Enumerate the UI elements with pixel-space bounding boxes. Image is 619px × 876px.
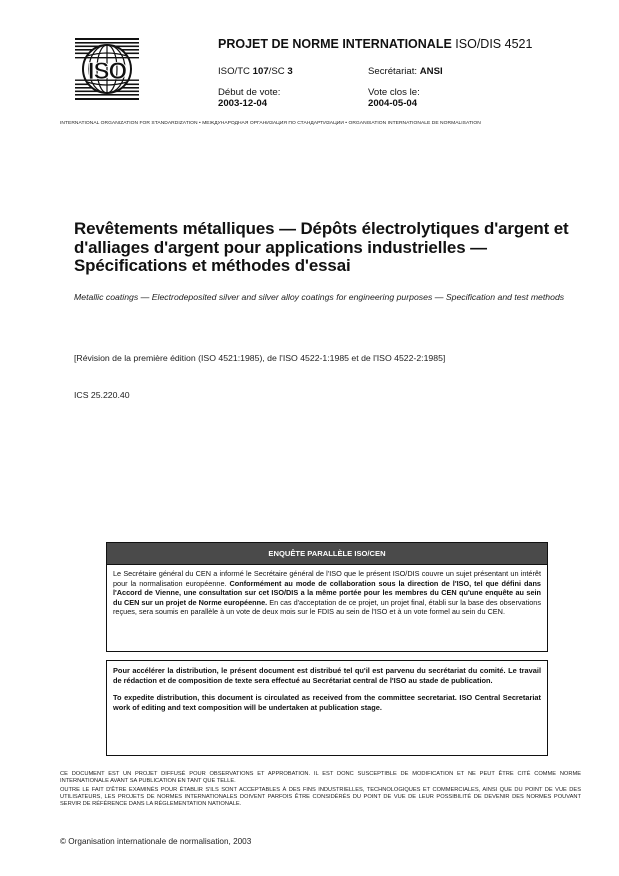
draft-disclaimer xyxy=(60,771,581,810)
committee-mid: /SC xyxy=(268,66,288,77)
doc-number: ISO/DIS 4521 xyxy=(455,37,533,51)
vote-start-label: Début de vote: xyxy=(218,87,281,98)
secretariat-value: ANSI xyxy=(419,66,443,77)
organization-names-line: INTERNATIONAL ORGANIZATION FOR STANDARDIZATION • МЕЖДУНАРОДНАЯ ОРГАНИЗАЦИЯ ПО СТАНДАРТИЗАЦИИ • ORGANISATION INTERNATIONALE DE NORMALISATION xyxy=(60,121,481,126)
parallel-enquiry-text xyxy=(107,565,547,617)
vote-start-value: 2003-12-04 xyxy=(218,98,268,109)
parallel-enquiry-heading: ENQUÊTE PARALLÈLE ISO/CEN xyxy=(107,543,547,565)
committee-ref xyxy=(218,66,293,77)
vote-start xyxy=(218,87,280,109)
enquiry-text-outro: En cas d'acceptation de ce projet, un projet final, établi sur la base des observations reçues, sera soumis en parallèle à un vote de deux mois sur le FDIS au sein de l'ISO et à un vote formel au sein du CEN. xyxy=(113,597,541,616)
document-title-fr: Revêtements métalliques — Dépôts électrolytiques d'argent et d'alliages d'argent pour applications industrielles — Spécifications et méthodes d'essai xyxy=(74,219,569,275)
secretariat xyxy=(368,66,443,77)
distribution-notice-box xyxy=(106,660,548,756)
distribution-notice-fr: Pour accélérer la distribution, le présent document est distribué tel qu'il est parvenu du secrétariat du comité. Le travail de rédaction et de composition de texte sera effectué au Secrétariat central de l'ISO au stade de publication. xyxy=(113,666,541,685)
enquiry-text-intro: Le Secrétaire général du CEN a informé le Secrétaire général de l'ISO que le présent ISO/DIS couvre un sujet présentant un intérêt pour la normalisation européenne. xyxy=(113,569,541,588)
ics-code: ICS 25.220.40 xyxy=(74,390,130,400)
vote-end xyxy=(368,87,420,109)
committee-sc: 3 xyxy=(287,66,293,77)
vote-end-label: Vote clos le: xyxy=(368,87,420,98)
document-title-en: Metallic coatings — Electrodeposited silver and silver alloy coatings for engineering purposes — Specification and test methods xyxy=(74,292,565,302)
distribution-notice-en: To expedite distribution, this document is circulated as received from the committee secretariat. ISO Central Secretariat work of editing and text composition will be undertaken at publication stage. xyxy=(113,693,541,712)
vote-end-value: 2004-05-04 xyxy=(368,98,418,109)
enquiry-text-bold: Conformément au mode de collaboration sous la direction de l'ISO, tel que défini dans l'Accord de Vienne, une consultation sur cet ISO/DIS a la même portée pour les membres du CEN qu'une enquête au sein du CEN sur un projet de Norme européenne. xyxy=(113,578,541,607)
document-type-heading xyxy=(218,37,532,51)
revision-note: [Révision de la première édition (ISO 4521:1985), de l'ISO 4522-1:1985 et de l'ISO 4522-2:1985] xyxy=(74,353,446,363)
secretariat-label: Secrétariat: xyxy=(368,66,420,77)
disclaimer-paragraph-2: OUTRE LE FAIT D'ÊTRE EXAMINÉS POUR ÉTABLIR S'ILS SONT ACCEPTABLES À DES FINS INDUSTRIELLES, TECHNOLOGIQUES ET COMMERCIALES, AINSI QUE DU POINT DE VUE DES UTILISATEURS, LES PROJETS DE NORMES INTERNATIONALES DOIVENT PARFOIS ÊTRE CONSIDÉRÉS DU POINT DE VUE DE LEUR POSSIBILITÉ DE DEVENIR DES NORMES POUVANT SERVIR DE RÉFÉRENCE DANS LA RÉGLEMENTATION NATIONALE. xyxy=(60,787,581,807)
committee-prefix: ISO/TC xyxy=(218,66,253,77)
copyright-notice: © Organisation internationale de normalisation, 2003 xyxy=(60,837,252,846)
doc-type: PROJET DE NORME INTERNATIONALE xyxy=(218,37,452,51)
disclaimer-paragraph-1: CE DOCUMENT EST UN PROJET DIFFUSÉ POUR OBSERVATIONS ET APPROBATION. IL EST DONC SUSCEPTIBLE DE MODIFICATION ET NE PEUT ÊTRE CITÉ COMME NORME INTERNATIONALE AVANT SA PUBLICATION EN TANT QUE TELLE. xyxy=(60,771,581,784)
svg-text:ISO: ISO xyxy=(87,58,127,85)
iso-logo-icon xyxy=(75,38,139,100)
parallel-enquiry-box xyxy=(106,542,548,652)
committee-tc: 107 xyxy=(252,66,269,77)
